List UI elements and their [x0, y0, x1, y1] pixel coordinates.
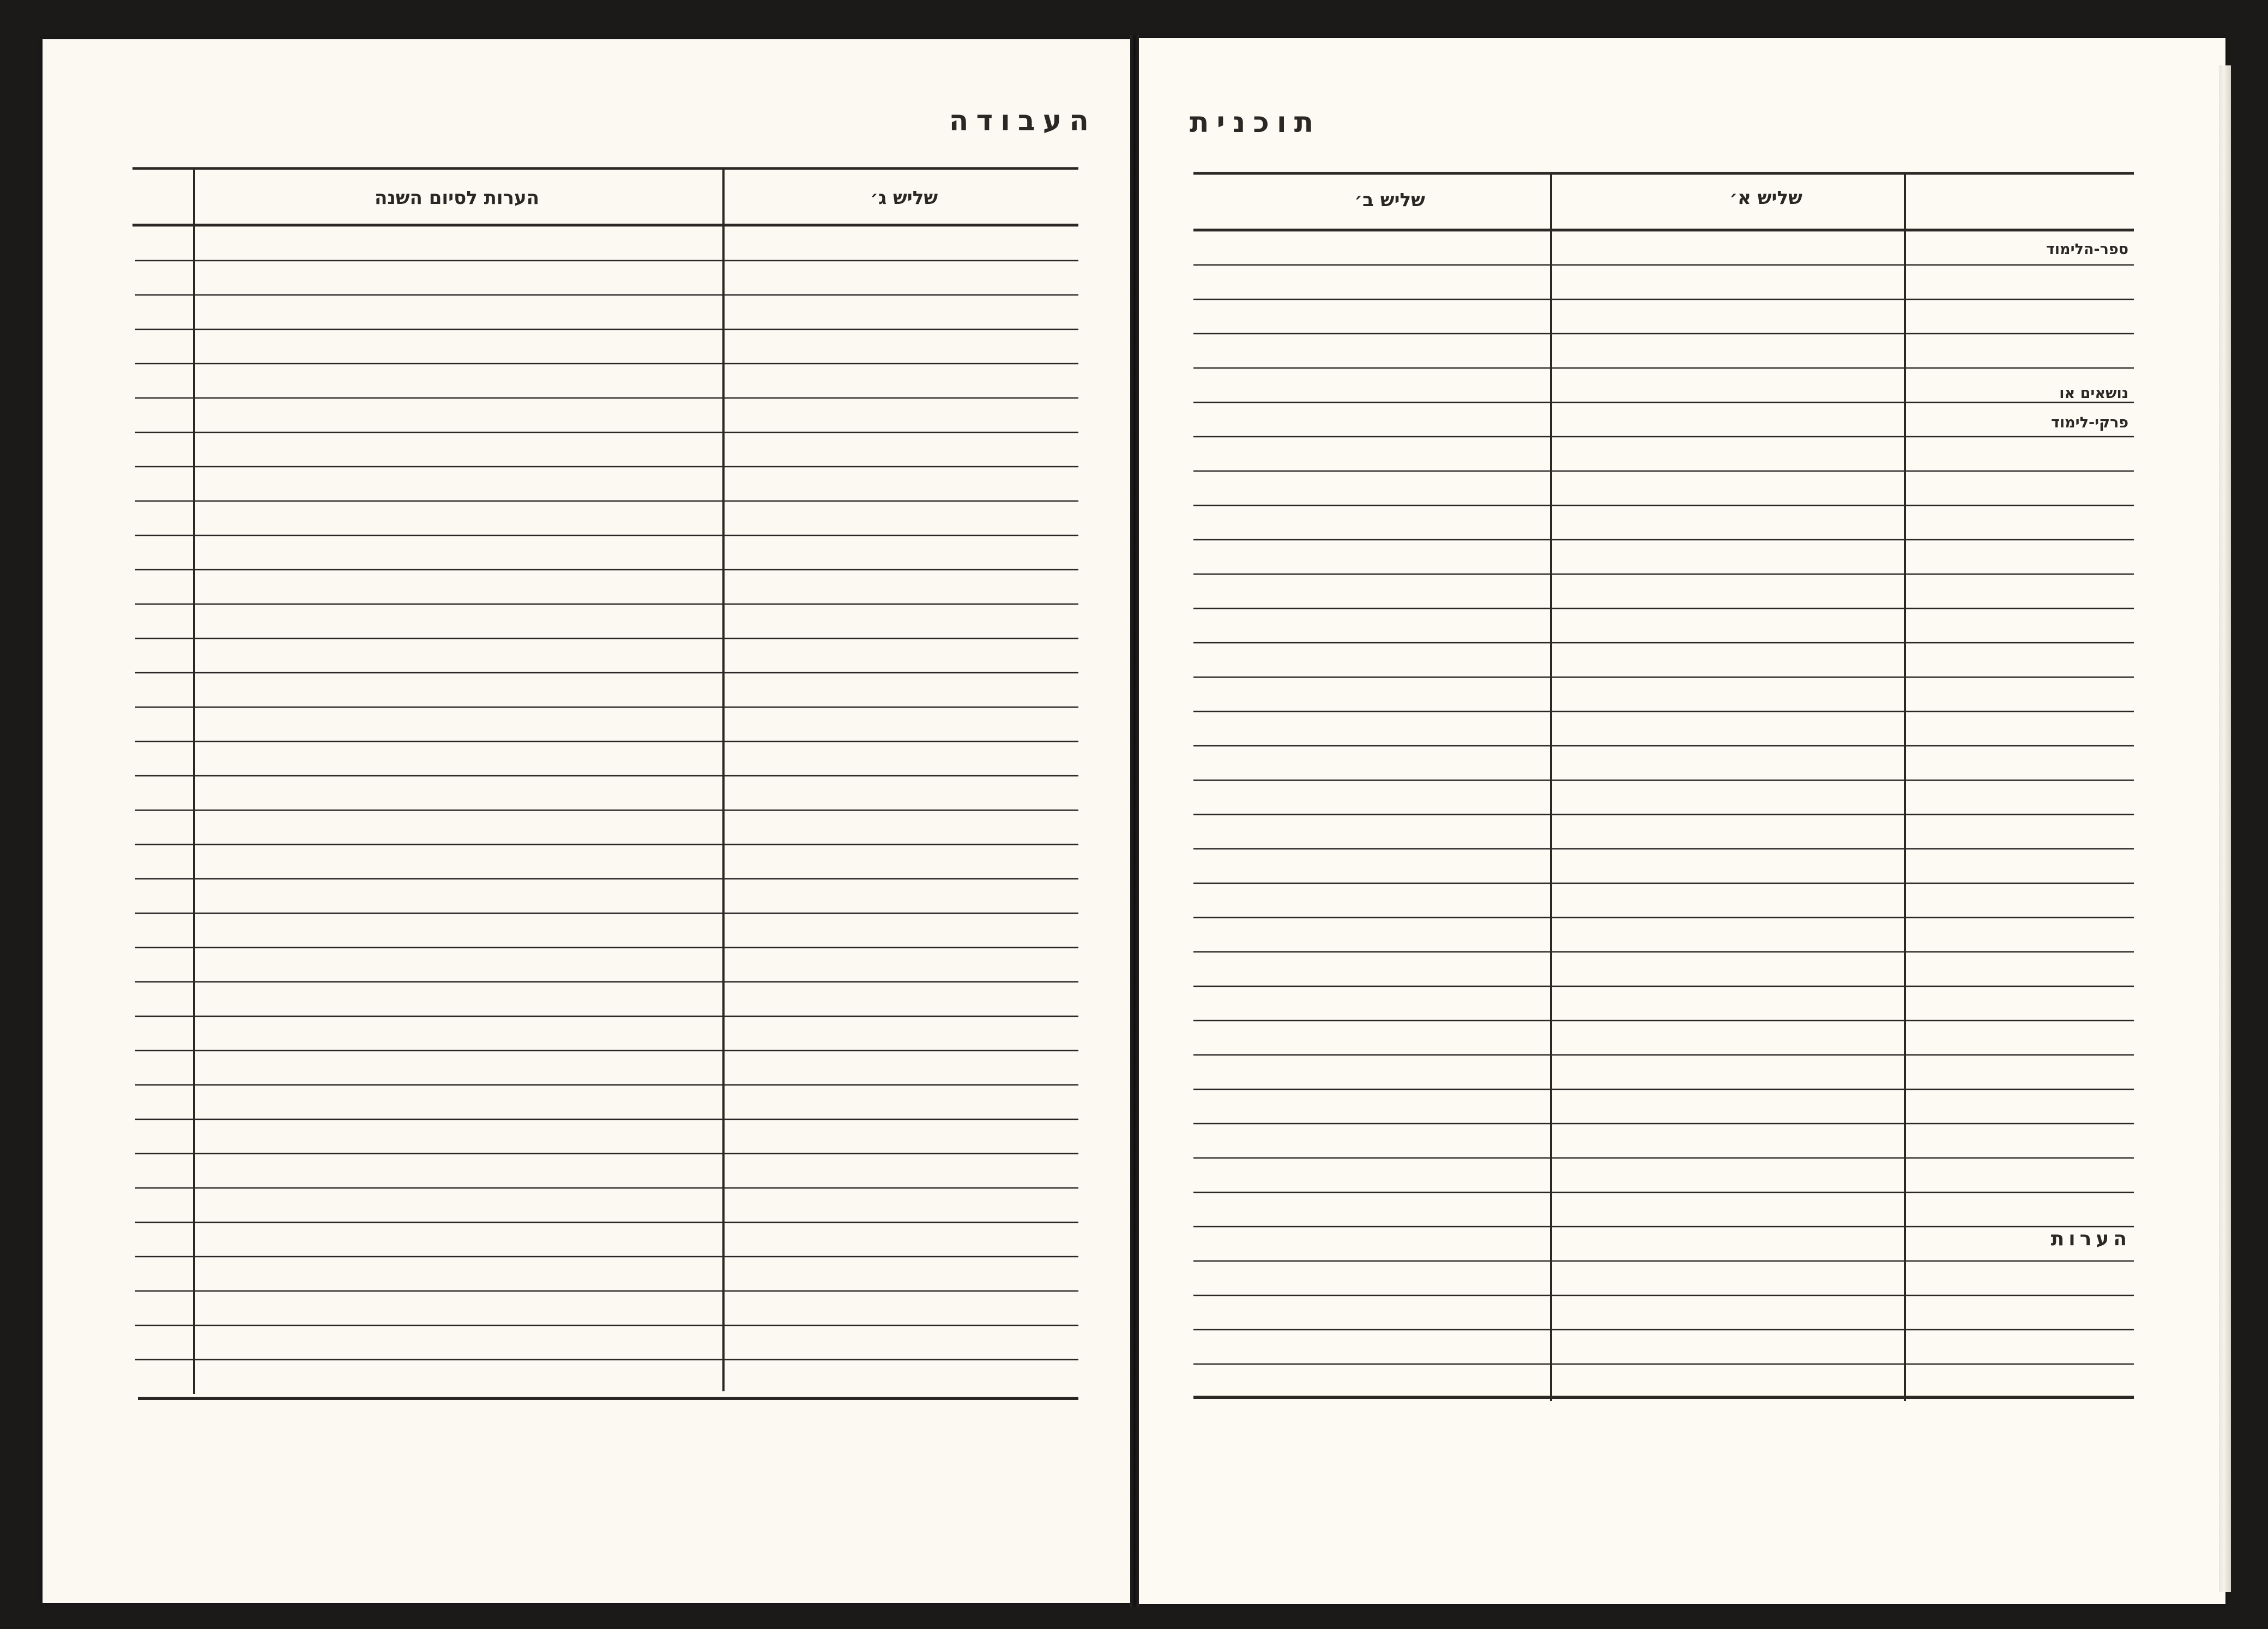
book-gutter: [1130, 35, 1139, 1607]
left-row-lines: [135, 261, 1078, 1360]
right-page-title: תוכנית: [1190, 106, 1322, 139]
right-col-header-term2: שליש ב׳: [1354, 189, 1425, 211]
label-topics-line1: נושאים או: [2059, 385, 2128, 402]
label-textbook: ספר-הלימוד: [2046, 241, 2128, 258]
label-topics-line2: פרקי-לימוד: [2050, 414, 2128, 431]
right-col-header-term1: שליש א׳: [1729, 187, 1802, 209]
right-row-lines: [1193, 265, 2134, 1364]
label-notes: הערות: [2050, 1228, 2131, 1250]
left-col-header-term3: שליש ג׳: [870, 187, 938, 209]
right-page-table: [1139, 38, 2225, 1604]
left-page-title: העבודה: [949, 105, 1096, 137]
left-col-header-notes: הערות לסיום השנה: [375, 187, 539, 209]
left-page-table: [43, 39, 1130, 1603]
left-page: [43, 39, 1130, 1603]
page-stack-edge: [2219, 65, 2231, 1592]
right-page: [1139, 38, 2225, 1604]
